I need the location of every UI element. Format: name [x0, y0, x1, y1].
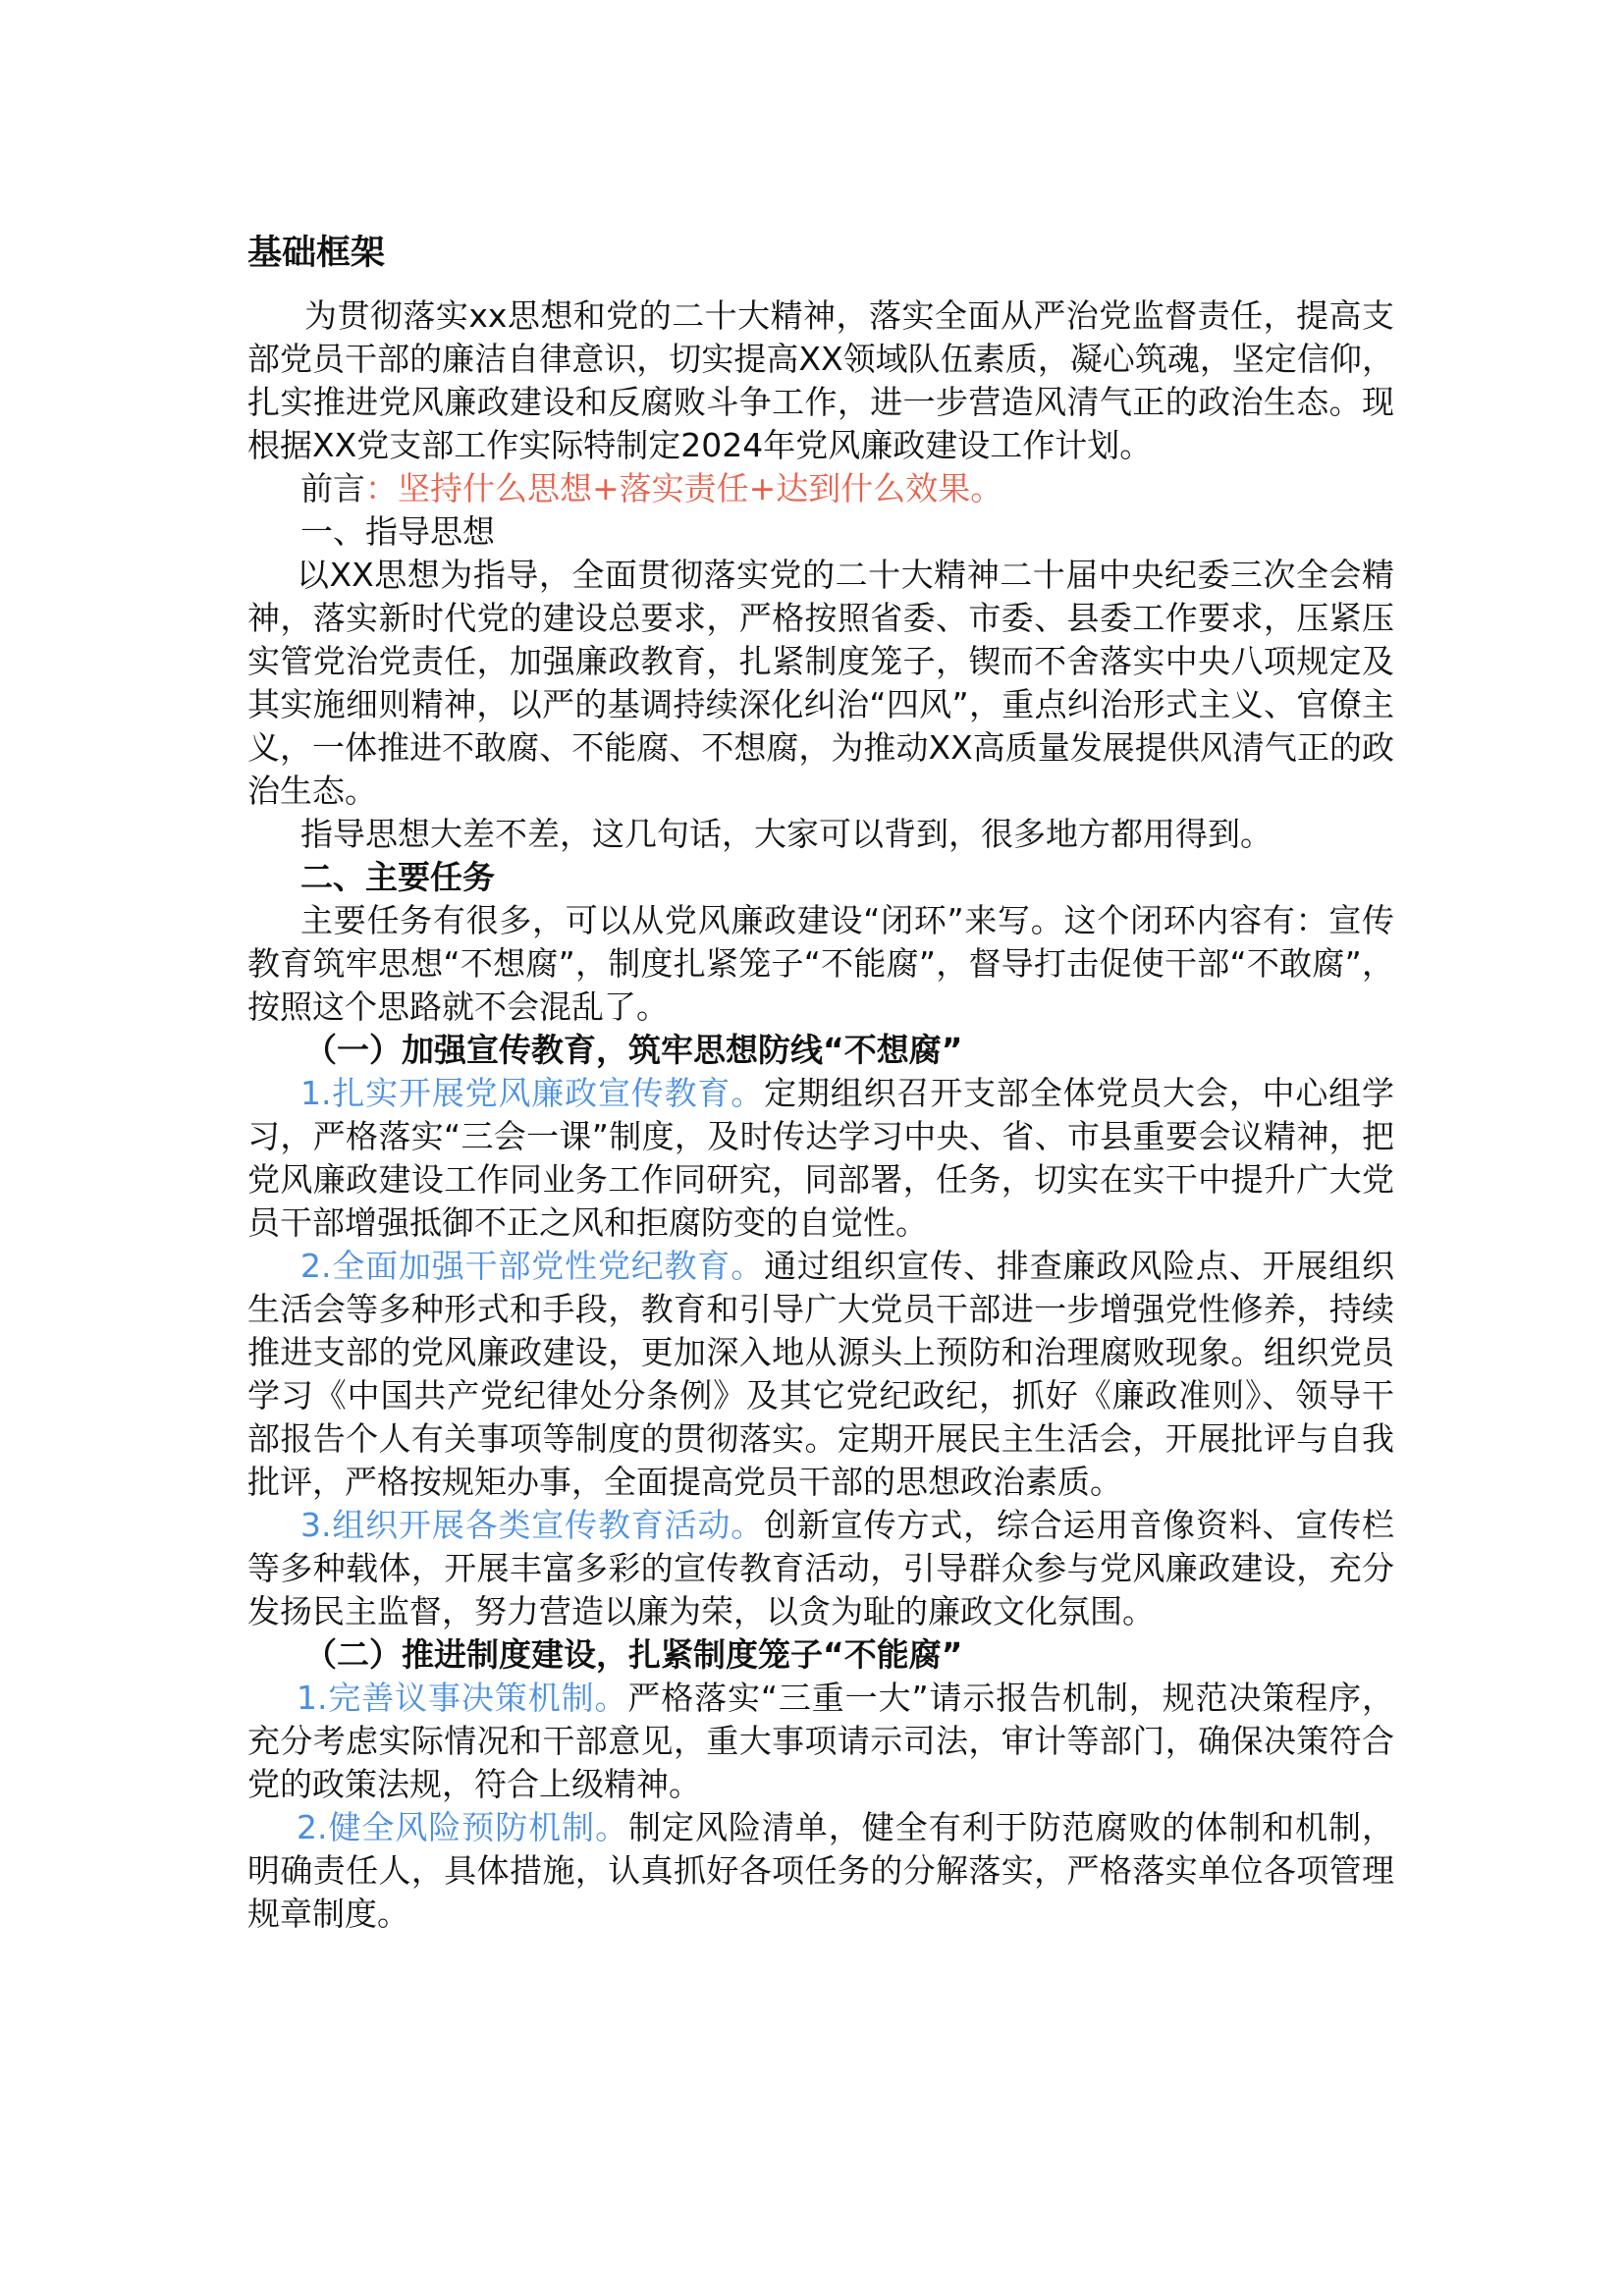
section1-note: 指导思想大差不差，这几句话，大家可以背到，很多地方都用得到。 [300, 815, 1272, 853]
section1-body: 以XX思想为指导，全面贯彻落实党的二十大精神二十届中央纪委三次全会精神，落实新时代党的建设总要求，严格按照省委、市委、县委工作要求，压紧压实管党治党责任，加强廉政教育，扎紧制度笼子，锲而不舍落实中央八项规定及其实施细则精神，以严的基调持续深化纠治“四风”，重点纠治形式主义、官僚主义，一体推进不敢腐、不能腐、不想腐，为推动XX高质量发展提供风清气正的政治生态。 [247, 556, 1394, 810]
sub1-item-3-text: 创新宣传方式，综合运用音像资料、宣传栏等多种载体，开展丰富多彩的宣传教育活动，引导群众参与党风廉政建设，充分发扬民主监督，努力营造以廉为荣，以贪为耻的廉政文化氛围。 [247, 1506, 1394, 1630]
sub1-item-2-label: 2.全面加强干部党性党纪教育。 [300, 1247, 765, 1285]
subsection1-heading: （一）加强宣传教育，筑牢思想防线“不想腐” [304, 1031, 963, 1069]
section2-heading: 二、主要任务 [300, 858, 495, 896]
document-page [247, 228, 1394, 1936]
sub1-item-1-label: 1.扎实开展党风廉政宣传教育。 [300, 1074, 765, 1112]
sub2-item-2-label: 2.健全风险预防机制。 [297, 1808, 629, 1846]
sub1-item-1 [247, 1072, 1394, 1245]
sub2-item-1-text: 严格落实“三重一大”请示报告机制，规范决策程序，充分考虑实际情况和干部意见，重大事项请示司法，审计等部门，确保决策符合党的政策法规，符合上级精神。 [247, 1679, 1394, 1803]
intro-paragraph: 为贯彻落实xx思想和党的二十大精神，落实全面从严治党监督责任，提高支部党员干部的廉洁自律意识，切实提高XX领域队伍素质，凝心筑魂，坚定信仰，扎实推进党风廉政建设和反腐败斗争工作，进一步营造风清气正的政治生态。现根据XX党支部工作实际特制定2024年党风廉政建设工作计划。 [247, 296, 1394, 464]
preface-paragraph [247, 467, 1394, 510]
sub2-item-2-text: 制定风险清单，健全有利于防范腐败的体制和机制，明确责任人，具体措施，认真抓好各项任务的分解落实，严格落实单位各项管理规章制度。 [247, 1808, 1394, 1933]
sub1-item-2 [247, 1245, 1394, 1504]
sub2-item-2 [247, 1806, 1394, 1936]
sub2-item-1 [247, 1677, 1394, 1806]
sub1-item-3 [247, 1504, 1394, 1633]
subsection2-heading: （二）推进制度建设，扎紧制度笼子“不能腐” [304, 1635, 963, 1674]
sub1-item-2-text: 通过组织宣传、排查廉政风险点、开展组织生活会等多种形式和手段，教育和引导广大党员干部进一步增强党性修养，持续推进支部的党风廉政建设，更加深入地从源头上预防和治理腐败现象。组织党员学习《中国共产党纪律处分条例》及其它党纪政纪，抓好《廉政准则》、领导干部报告个人有关事项等制度的贯彻落实。定期开展民主生活会，开展批评与自我批评，严格按规矩办事，全面提高党员干部的思想政治素质。 [247, 1247, 1394, 1501]
preface-note: ：坚持什么思想+落实责任+达到什么效果。 [365, 469, 1003, 507]
sub2-item-1-label: 1.完善议事决策机制。 [297, 1679, 628, 1717]
document-title: 基础框架 [247, 234, 386, 273]
preface-label: 前言 [300, 469, 365, 507]
section1-heading: 一、指导思想 [300, 512, 495, 551]
sub1-item-3-label: 3.组织开展各类宣传教育活动。 [300, 1506, 765, 1544]
section2-intro: 主要任务有很多，可以从党风廉政建设“闭环”来写。这个闭环内容有：宣传教育筑牢思想“不想腐”，制度扎紧笼子“不能腐”，督导打击促使干部“不敢腐”，按照这个思路就不会混乱了。 [247, 901, 1394, 1026]
sub1-item-1-text: 定期组织召开支部全体党员大会，中心组学习，严格落实“三会一课”制度，及时传达学习中央、省、市县重要会议精神，把党风廉政建设工作同业务工作同研究，同部署，任务，切实在实干中提升广大党员干部增强抵御不正之风和拒腐防变的自觉性。 [247, 1074, 1394, 1242]
